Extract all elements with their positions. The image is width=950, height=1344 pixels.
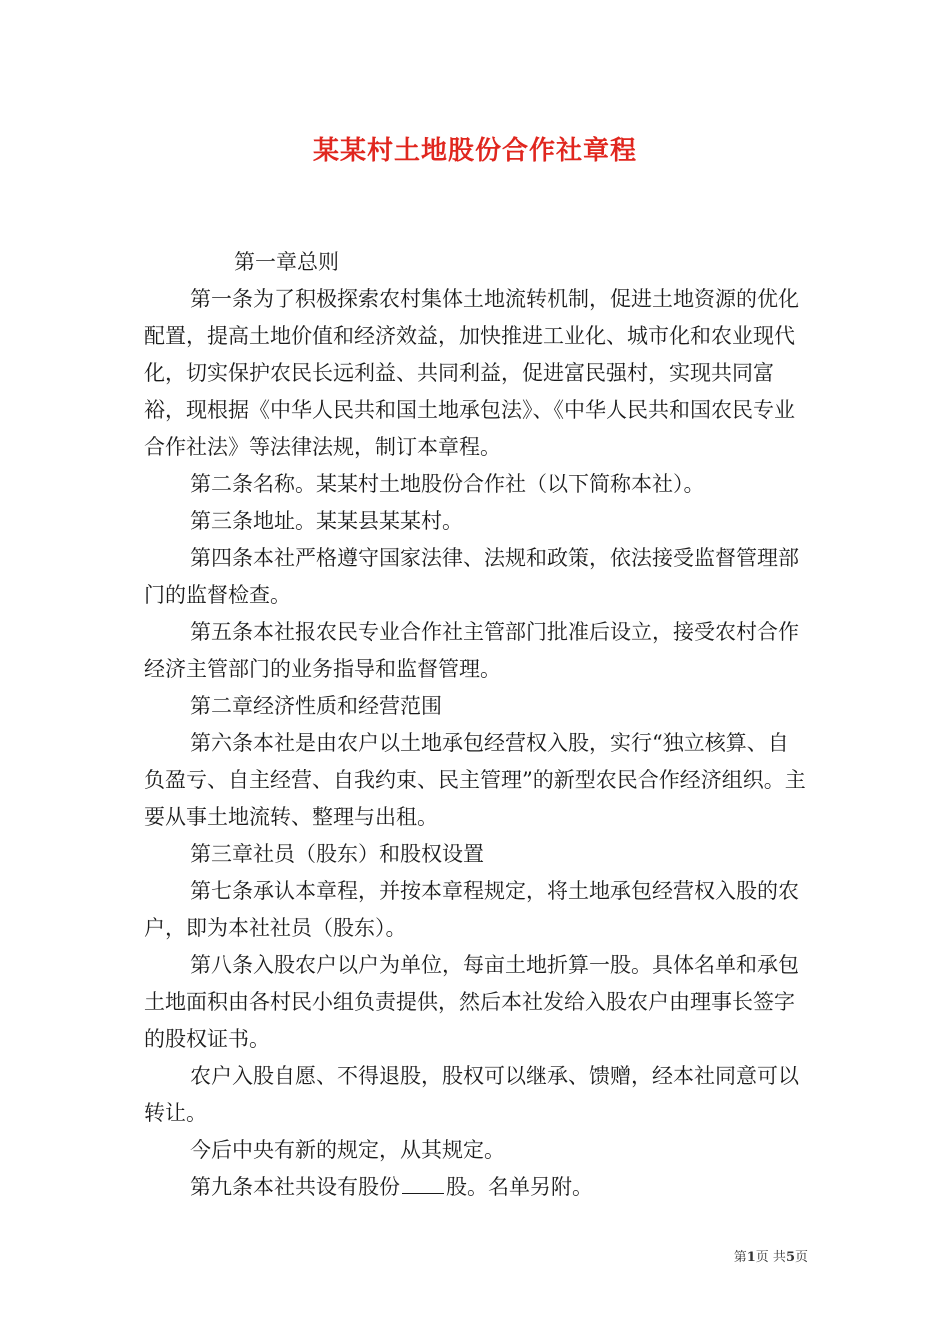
article-9-suffix: 股。名单另附。 [446, 1175, 593, 1199]
article-9-text: 第九条本社共设有股份 [190, 1175, 400, 1199]
article-paragraph: 农户入股自愿、不得退股，股权可以继承、馈赠，经本社同意可以转让。 [144, 1064, 799, 1125]
page-prefix: 第 [733, 1250, 747, 1265]
chapter-heading: 第三章社员（股东）和股权设置 [190, 842, 484, 866]
article-paragraph [144, 1169, 808, 1206]
page-middle: 页 共 [755, 1250, 786, 1265]
article-paragraph: 第四条本社严格遵守国家法律、法规和政策，依法接受监督管理部门的监督检查。 [144, 546, 799, 607]
share-count-blank [402, 1175, 444, 1194]
document-title: 某某村土地股份合作社章程 [312, 136, 637, 166]
chapter-heading: 第二章经济性质和经营范围 [190, 694, 442, 718]
article-paragraph: 第五条本社报农民专业合作社主管部门批准后设立，接受农村合作经济主管部门的业务指导和监督管理。 [144, 620, 799, 681]
article-paragraph: 第三条地址。某某县某某村。 [190, 509, 463, 533]
page-footer [734, 1246, 808, 1265]
article-paragraph: 第七条承认本章程，并按本章程规定，将土地承包经营权入股的农户，即为本社社员（股东）。 [144, 879, 799, 940]
total-page-number: 5 [785, 1250, 795, 1265]
chapter-heading: 第一章总则 [234, 250, 339, 274]
document-body [144, 244, 808, 1206]
article-paragraph: 第二条名称。某某村土地股份合作社（以下简称本社）。 [190, 472, 705, 496]
article-paragraph: 第一条为了积极探索农村集体土地流转机制，促进土地资源的优化配置，提高土地价值和经济效益，加快推进工业化、城市化和农业现代化，切实保护农民长远利益、共同利益，促进富民强村，实现共同富裕，现根据《中华人民共和国土地承包法》、《中华人民共和国农民专业合作社法》等法律法规，制订本章程。 [144, 287, 799, 459]
article-paragraph: 今后中央有新的规定，从其规定。 [190, 1138, 505, 1162]
article-paragraph: 第八条入股农户以户为单位，每亩土地折算一股。具体名单和承包土地面积由各村民小组负责提供，然后本社发给入股农户由理事长签字的股权证书。 [144, 953, 799, 1051]
article-paragraph: 第六条本社是由农户以土地承包经营权入股，实行“独立核算、自负盈亏、自主经营、自我约束、民主管理”的新型农民合作经济组织。主要从事土地流转、整理与出租。 [144, 731, 806, 829]
page-suffix: 页 [794, 1250, 808, 1265]
current-page-number: 1 [746, 1250, 756, 1265]
